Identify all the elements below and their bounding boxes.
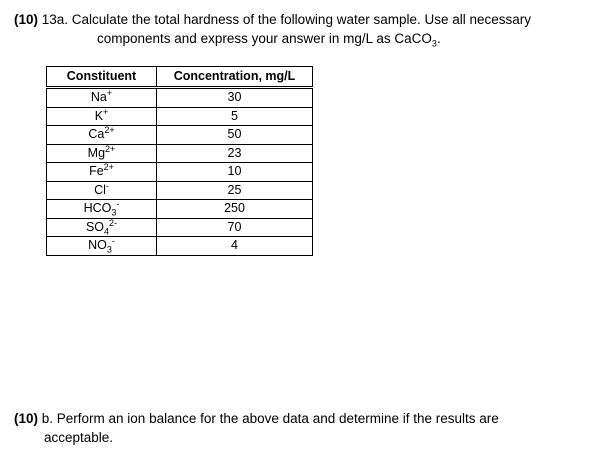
- constituent-cell: [47, 237, 157, 256]
- ion-charge: 2+: [105, 143, 116, 154]
- ion-subscript: 3: [111, 207, 117, 218]
- ion-symbol: SO: [85, 219, 105, 234]
- table-row: [47, 200, 313, 219]
- table-header-row: [47, 67, 313, 88]
- constituent-cell: [47, 200, 157, 219]
- question-13a-line2-text: components and express your answer in mg/L as CaCO: [97, 31, 432, 46]
- constituent-table: [46, 66, 313, 256]
- ion-charge: -: [116, 198, 120, 209]
- question-13a-points: (10): [14, 12, 39, 27]
- constituent-cell: [47, 88, 157, 108]
- table-row: [47, 88, 313, 108]
- concentration-cell: 4: [157, 237, 313, 256]
- table-row: [47, 237, 313, 256]
- ion-charge: +: [106, 87, 113, 98]
- question-13b: [14, 409, 574, 447]
- ion-charge: +: [103, 106, 109, 117]
- ion-charge: -: [105, 180, 109, 191]
- question-13b-line2: acceptable.: [44, 430, 114, 445]
- ion-charge: 2-: [109, 217, 118, 228]
- ion-symbol: Fe: [89, 164, 104, 178]
- table-row: [47, 144, 313, 163]
- question-13a: [14, 10, 589, 48]
- ion-symbol: Mg: [87, 145, 106, 160]
- ion-symbol: HCO: [83, 201, 112, 215]
- ion-symbol: NO: [88, 238, 107, 252]
- ion-charge: -: [111, 235, 115, 246]
- ion-symbol: Ca: [88, 127, 105, 141]
- question-13a-text: 13a. Calculate the total hardness of the following water sample. Use all necessary: [38, 12, 532, 27]
- constituent-cell: [47, 144, 157, 163]
- table-row: [47, 218, 313, 237]
- constituent-cell: [47, 218, 157, 237]
- question-13b-line1: [14, 409, 574, 428]
- constituent-cell: [47, 181, 157, 200]
- question-13a-line2: [14, 29, 589, 48]
- constituent-cell: [47, 126, 157, 145]
- ion-symbol: Cl: [94, 182, 106, 197]
- concentration-cell: 70: [157, 218, 313, 237]
- ion-symbol: Na: [90, 90, 107, 104]
- concentration-cell: 23: [157, 144, 313, 163]
- table-row: [47, 163, 313, 182]
- question-13a-line1: [14, 10, 589, 29]
- concentration-cell: 10: [157, 163, 313, 182]
- concentration-cell: 5: [157, 107, 313, 126]
- concentration-cell: 250: [157, 200, 313, 219]
- ion-symbol: K: [94, 108, 104, 123]
- concentration-cell: 30: [157, 88, 313, 108]
- ion-subscript: 4: [104, 226, 110, 236]
- table-row: [47, 181, 313, 200]
- concentration-cell: 50: [157, 126, 313, 145]
- table-row: [47, 126, 313, 145]
- ion-charge: 2+: [103, 161, 114, 172]
- question-13b-text: b. Perform an ion balance for the above data and determine if the results are: [38, 411, 499, 426]
- ion-subscript: 3: [106, 244, 112, 255]
- constituent-cell: [47, 163, 157, 182]
- ion-charge: 2+: [104, 124, 115, 135]
- constituent-cell: [47, 107, 157, 126]
- concentration-cell: 25: [157, 181, 313, 200]
- header-concentration: Concentration, mg/L: [157, 67, 313, 88]
- caco3-subscript: 3: [431, 38, 437, 49]
- question-13a-line2-end: .: [436, 31, 441, 46]
- table-row: [47, 107, 313, 126]
- question-13b-points: (10): [14, 411, 39, 426]
- header-constituent: Constituent: [47, 67, 157, 88]
